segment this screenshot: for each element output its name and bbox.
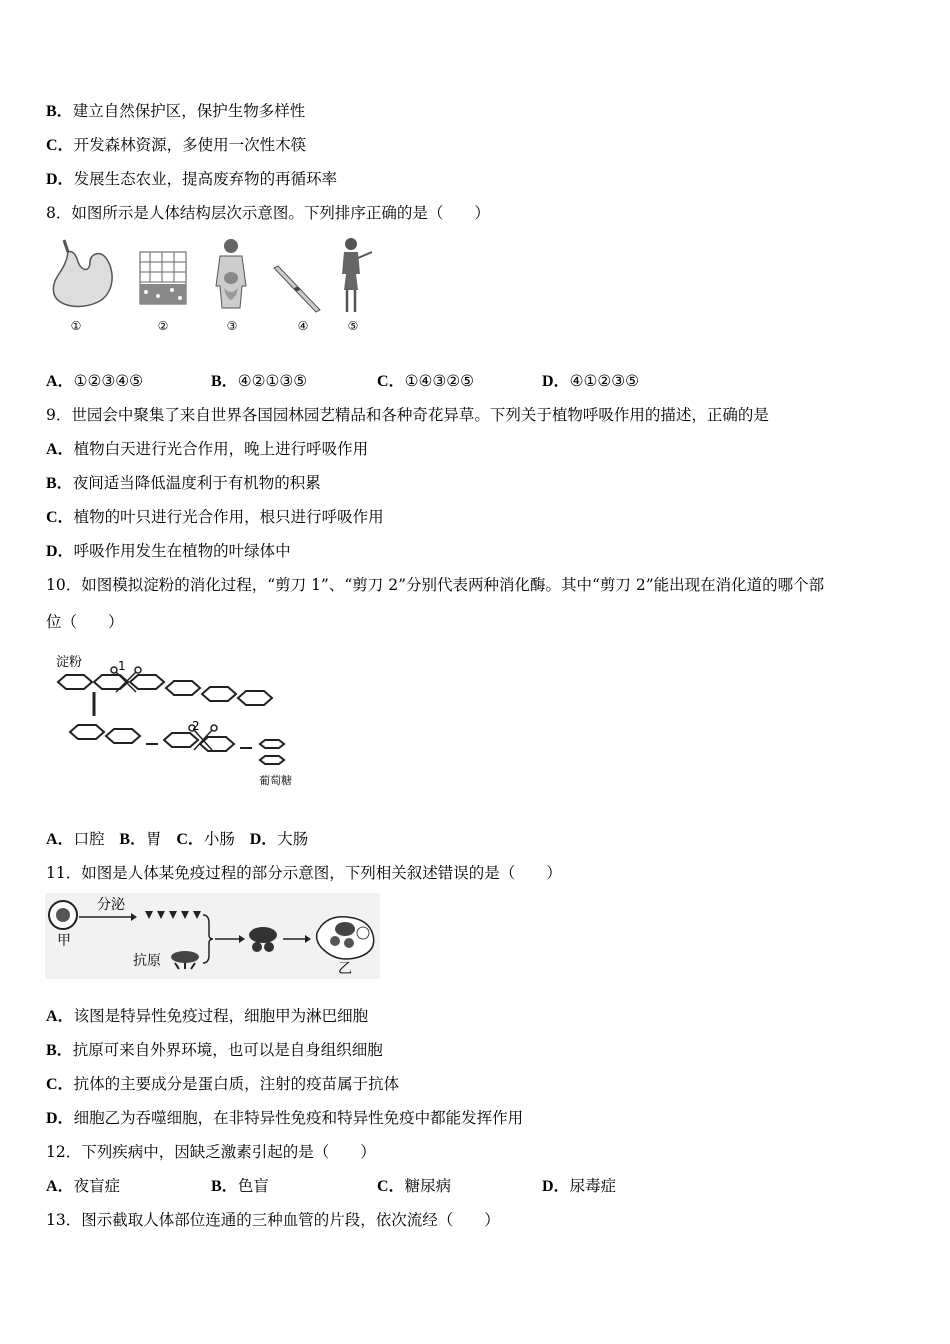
- q8-option-b: B．④②①③⑤: [211, 372, 308, 390]
- person-icon: [342, 238, 372, 312]
- cell-a-icon: [49, 901, 77, 929]
- q9-option-a: A．植物白天进行光合作用，晚上进行呼吸作用: [46, 440, 369, 458]
- scissor-1-label: 1: [118, 659, 126, 673]
- q8-option-a: A．①②③④⑤: [46, 372, 144, 390]
- q11-option-c: C．抗体的主要成分是蛋白质，注射的疫苗属于抗体: [46, 1075, 400, 1093]
- q8-label-2: ②: [157, 319, 169, 333]
- q8-label-3: ③: [226, 319, 238, 333]
- q11-stem: 11．如图是人体某免疫过程的部分示意图，下列相关叙述错误的是（ ）: [46, 864, 562, 882]
- q11-option-b: B．抗原可来自外界环境，也可以是自身组织细胞: [46, 1041, 383, 1059]
- q12-stem: 12．下列疾病中，因缺乏激素引起的是（ ）: [46, 1143, 376, 1161]
- starch-chain-bottom: [70, 725, 284, 764]
- q8-label-5: ⑤: [347, 319, 359, 333]
- starch-chain-top: [58, 675, 272, 705]
- q9-option-b: B．夜间适当降低温度利于有机物的积累: [46, 474, 321, 492]
- starch-label: 淀粉: [56, 655, 83, 670]
- q7-option-b: B．建立自然保护区，保护生物多样性: [46, 102, 306, 120]
- q11-figure: [45, 893, 380, 979]
- q11-option-a: A．该图是特异性免疫过程，细胞甲为淋巴细胞: [46, 1007, 369, 1025]
- q8-label-4: ④: [297, 319, 309, 333]
- q12-option-a: A．夜盲症: [46, 1177, 121, 1195]
- cell-a-label: 甲: [57, 933, 71, 949]
- q8-option-c: C．①④③②⑤: [377, 372, 475, 390]
- q11-option-d: D．细胞乙为吞噬细胞，在非特异性免疫和特异性免疫中都能发挥作用: [46, 1109, 524, 1127]
- secrete-label: 分泌: [97, 897, 125, 913]
- q9-stem: 9．世园会中聚集了来自世界各国园林园艺精品和各种奇花异草。下列关于植物呼吸作用的描述，正确的是: [46, 406, 769, 424]
- q8-stem: 8．如图所示是人体结构层次示意图。下列排序正确的是（ ）: [46, 204, 490, 222]
- tissue-icon: [140, 252, 186, 304]
- q12-option-d: D．尿毒症: [542, 1177, 617, 1195]
- q9-option-d: D．呼吸作用发生在植物的叶绿体中: [46, 542, 291, 560]
- product-label: 葡萄糖: [259, 774, 292, 787]
- q9-option-c: C．植物的叶只进行光合作用，根只进行呼吸作用: [46, 508, 384, 526]
- antigen-label: 抗原: [133, 953, 161, 969]
- human-system-icon: [216, 239, 246, 308]
- q10-figure: [52, 650, 302, 795]
- scissor-2-label: 2: [192, 719, 200, 733]
- q8-option-d: D．④①②③⑤: [542, 372, 640, 390]
- q12-option-b: B．色盲: [211, 1177, 269, 1195]
- q10-stem-cont: 位（ ）: [46, 613, 124, 631]
- q8-figure: [46, 232, 376, 342]
- q7-option-c: C．开发森林资源，多使用一次性木筷: [46, 136, 307, 154]
- cell-icon: [274, 266, 320, 312]
- q13-stem: 13．图示截取人体部位连通的三种血管的片段，依次流经（ ）: [46, 1211, 500, 1229]
- q8-label-1: ①: [70, 319, 82, 333]
- q10-stem: 10．如图模拟淀粉的消化过程，“剪刀 1”、“剪刀 2”分别代表两种消化酶。其中“剪刀 2”能出现在消化道的哪个部: [46, 576, 825, 594]
- stomach-icon: [53, 240, 112, 306]
- q7-option-d: D．发展生态农业，提高废弃物的再循环率: [46, 170, 338, 188]
- q10-options: A．口腔 B．胃 C．小肠 D．大肠: [46, 830, 309, 848]
- q12-option-c: C．糖尿病: [377, 1177, 452, 1195]
- cell-b-label: 乙: [338, 961, 352, 977]
